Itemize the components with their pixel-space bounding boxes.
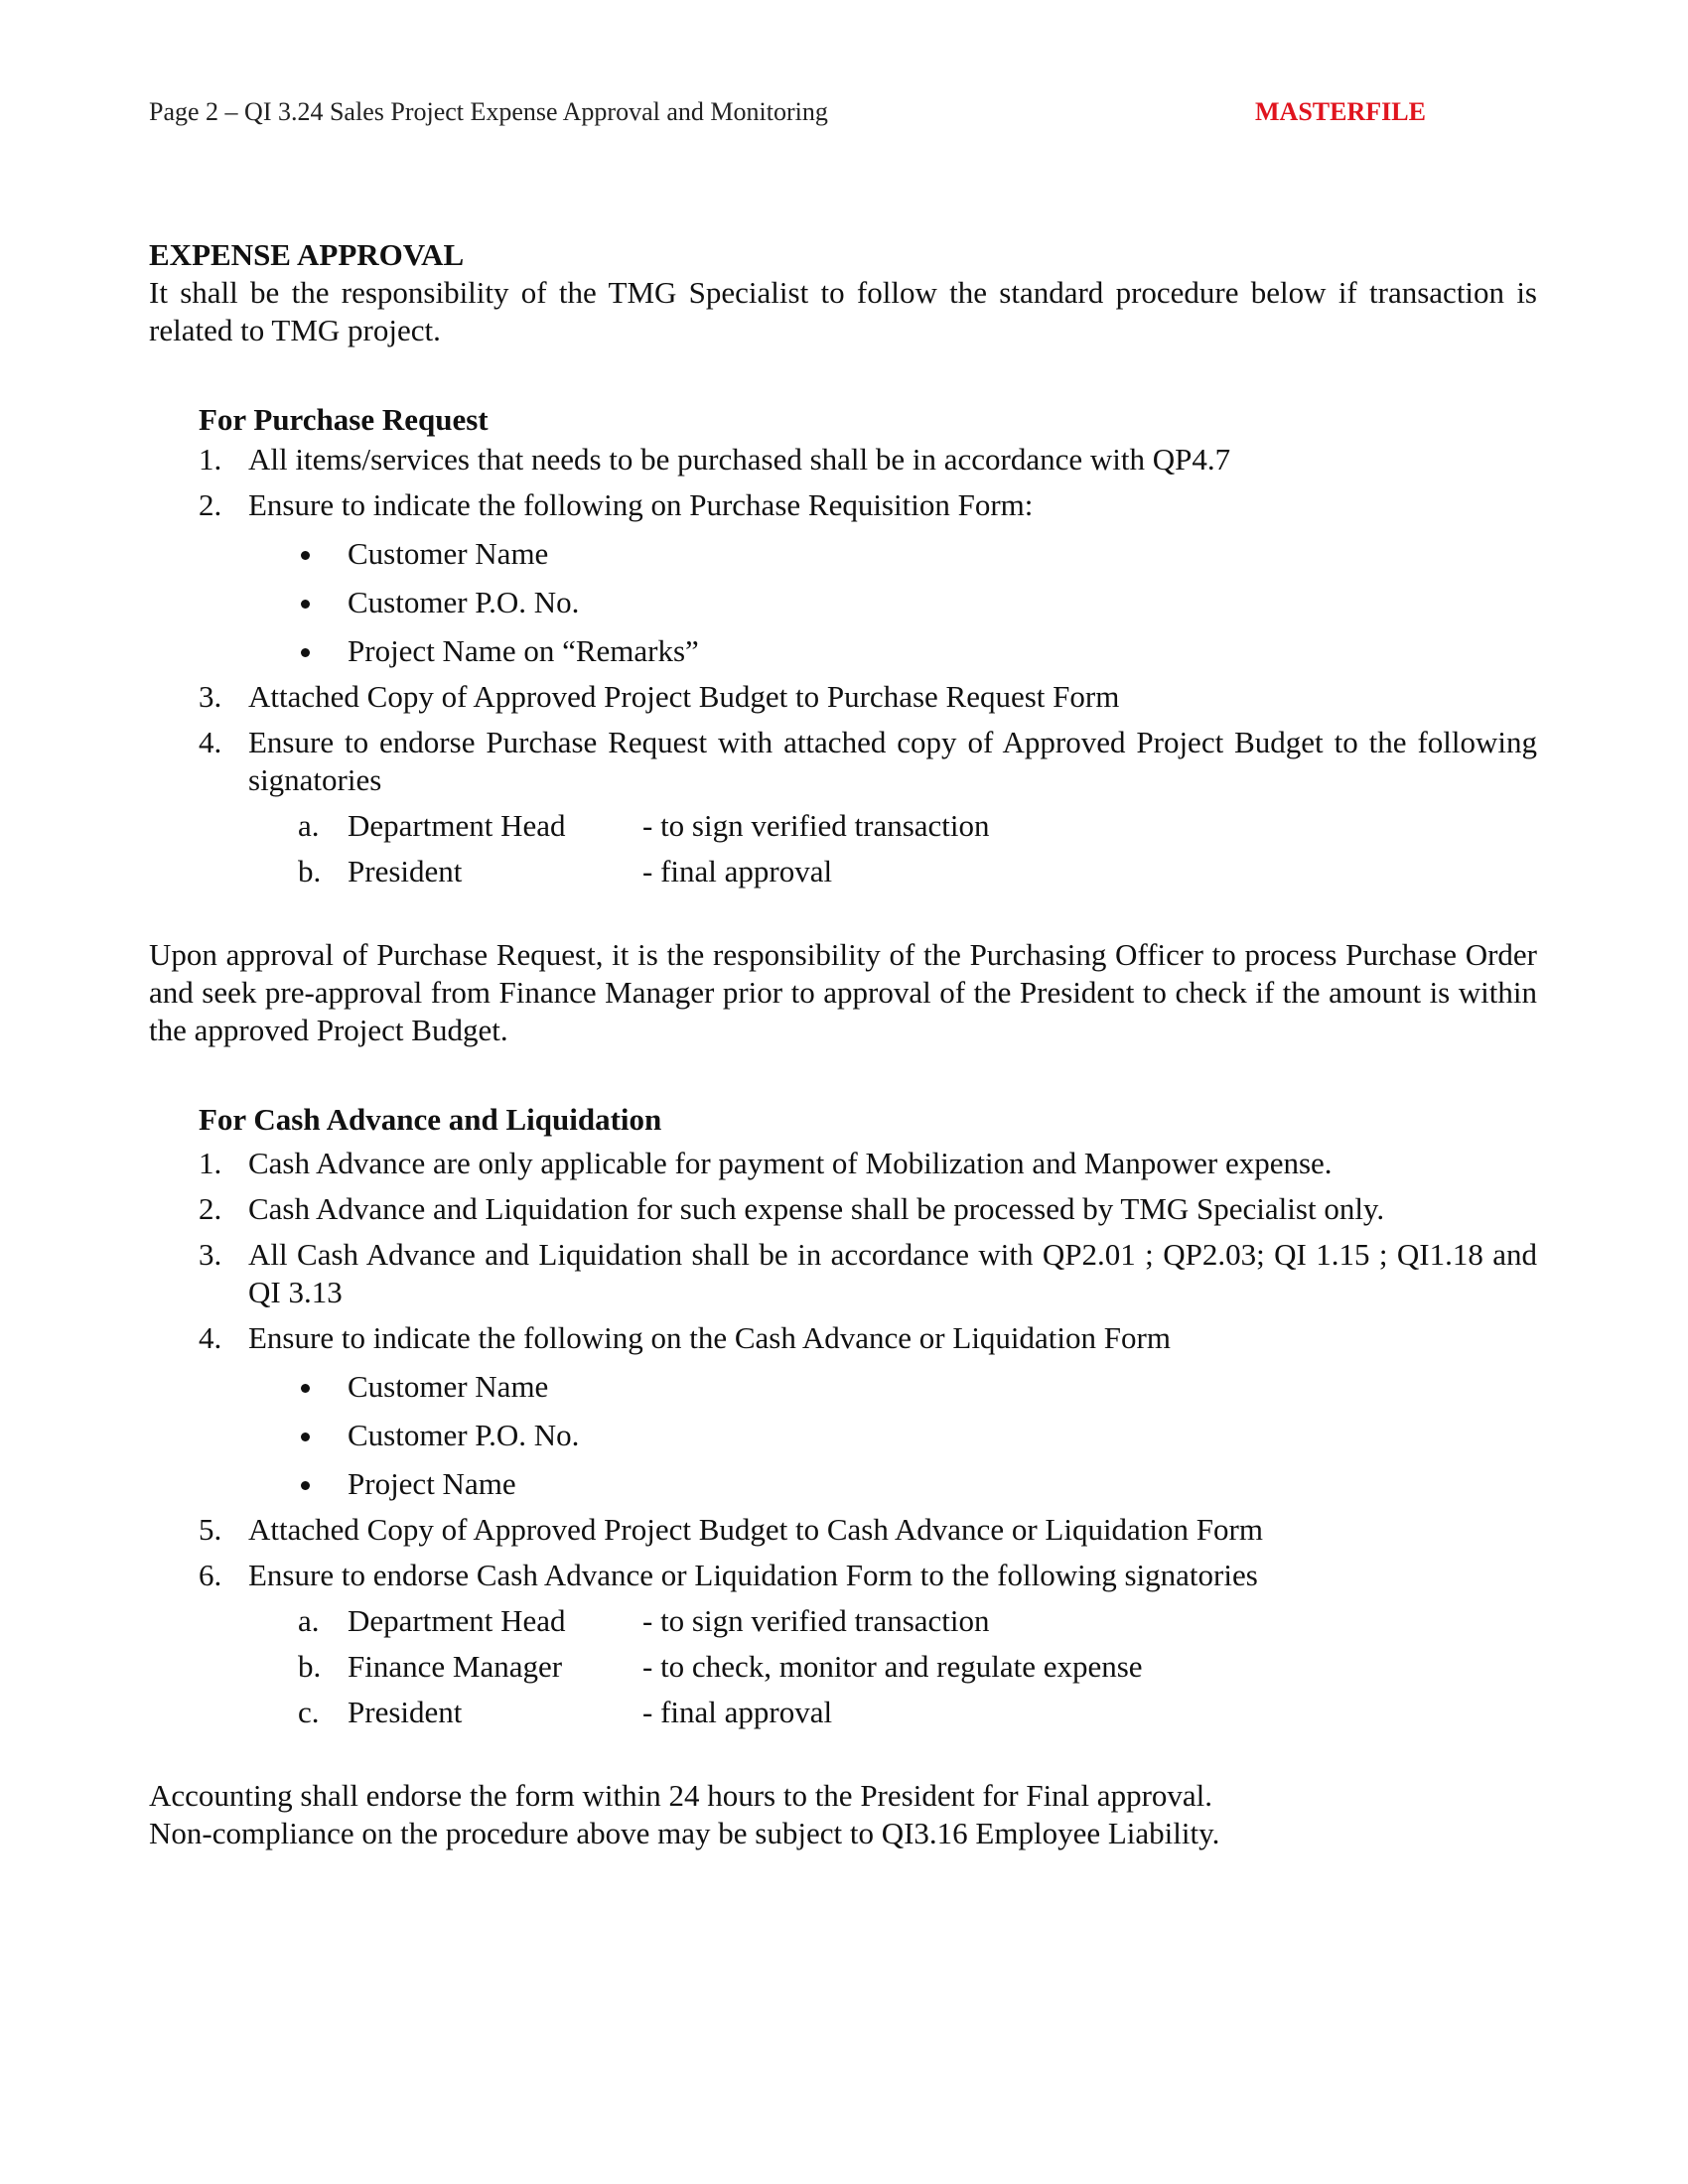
signatory-action: - to sign verified transaction (642, 1603, 990, 1638)
item-number: 3. (199, 679, 222, 714)
signatory-role: President (348, 854, 463, 888)
item-text: Attached Copy of Approved Project Budget to Purchase Request Form (248, 679, 1120, 714)
bullet-text: Customer P.O. No. (348, 1418, 580, 1452)
cash-item-3 (149, 1236, 1537, 1311)
purchase-item-3 (149, 678, 1537, 716)
cash-advance-heading: For Cash Advance and Liquidation (199, 1102, 662, 1137)
signatory-letter: b. (298, 1649, 322, 1684)
signatory-row (149, 1602, 1537, 1640)
signatory-role: Department Head (348, 808, 566, 843)
bullet-icon (301, 1384, 310, 1393)
approval-note: Upon approval of Purchase Request, it is the responsibility of the Purchasing Officer to process Purchase Order and seek pre-approval from Finance Manager prior to approval of the President to check if the amount is within the approved Project Budget. (149, 937, 1537, 1047)
signatory-row (149, 1648, 1537, 1686)
signatory-letter: c. (298, 1695, 320, 1729)
section-intro: It shall be the responsibility of the TMG Specialist to follow the standard procedure below if transaction is related to TMG project. (149, 275, 1537, 347)
bullet-text: Project Name on “Remarks” (348, 633, 699, 668)
item-number: 6. (199, 1558, 222, 1592)
list-item (149, 1417, 1537, 1454)
cash-item-1 (149, 1145, 1537, 1182)
cash-item-5 (149, 1511, 1537, 1549)
purchase-item-1 (149, 441, 1537, 478)
signatory-letter: a. (298, 808, 320, 843)
item-text: Ensure to endorse Cash Advance or Liquidation Form to the following signatories (248, 1558, 1258, 1592)
list-item (149, 632, 1537, 670)
item-text: Attached Copy of Approved Project Budget to Cash Advance or Liquidation Form (248, 1512, 1263, 1547)
cash-bullet-list (149, 1368, 1537, 1503)
item-number: 3. (199, 1237, 222, 1272)
header-page-title: Page 2 – QI 3.24 Sales Project Expense Approval and Monitoring (149, 97, 828, 126)
item-text: Ensure to indicate the following on Purchase Requisition Form: (248, 487, 1034, 522)
item-number: 4. (199, 725, 222, 759)
signatory-letter: a. (298, 1603, 320, 1638)
list-item (149, 584, 1537, 621)
item-text: Cash Advance and Liquidation for such expense shall be processed by TMG Specialist only. (248, 1191, 1385, 1226)
bullet-text: Customer Name (348, 536, 549, 571)
bullet-icon (301, 551, 310, 560)
signatory-letter: b. (298, 854, 322, 888)
signatory-role: Finance Manager (348, 1649, 563, 1684)
item-number: 2. (199, 1191, 222, 1226)
purchase-item-2 (149, 486, 1537, 524)
cash-item-2 (149, 1190, 1537, 1228)
list-item (149, 1465, 1537, 1503)
signatory-row (149, 807, 1537, 845)
signatory-row (149, 1694, 1537, 1731)
bullet-text: Customer P.O. No. (348, 585, 580, 619)
purchase-item-4 (149, 724, 1537, 799)
item-number: 2. (199, 487, 222, 522)
signatory-row (149, 853, 1537, 890)
closing-line-2: Non-compliance on the procedure above may be subject to QI3.16 Employee Liability. (149, 1816, 1220, 1850)
signatory-action: - final approval (642, 854, 833, 888)
signatory-role: Department Head (348, 1603, 566, 1638)
bullet-text: Project Name (348, 1466, 516, 1501)
bullet-icon (301, 600, 310, 609)
list-item (149, 535, 1537, 573)
bullet-text: Customer Name (348, 1369, 549, 1404)
signatory-action: - final approval (642, 1695, 833, 1729)
item-number: 1. (199, 442, 222, 477)
bullet-icon (301, 648, 310, 657)
page-header (149, 97, 1440, 137)
closing-line-1: Accounting shall endorse the form within 24 hours to the President for Final approval. (149, 1778, 1213, 1813)
cash-item-6 (149, 1557, 1537, 1594)
signatory-role: President (348, 1695, 463, 1729)
signatory-action: - to sign verified transaction (642, 808, 990, 843)
item-number: 4. (199, 1320, 222, 1355)
item-text: Ensure to indicate the following on the Cash Advance or Liquidation Form (248, 1320, 1171, 1355)
bullet-icon (301, 1433, 310, 1441)
signatory-action: - to check, monitor and regulate expense (642, 1649, 1143, 1684)
item-text: All items/services that needs to be purchased shall be in accordance with QP4.7 (248, 442, 1231, 477)
item-text: Cash Advance are only applicable for payment of Mobilization and Manpower expense. (248, 1146, 1333, 1180)
purchase-bullet-list (149, 535, 1537, 670)
cash-item-4 (149, 1319, 1537, 1357)
item-number: 5. (199, 1512, 222, 1547)
purchase-request-heading: For Purchase Request (199, 402, 489, 437)
bullet-icon (301, 1481, 310, 1490)
item-text: Ensure to endorse Purchase Request with attached copy of Approved Project Budget to the following signatories (248, 725, 1537, 797)
section-title: EXPENSE APPROVAL (149, 237, 465, 272)
item-number: 1. (199, 1146, 222, 1180)
list-item (149, 1368, 1537, 1406)
header-masterfile-label: MASTERFILE (1255, 97, 1426, 126)
item-text: All Cash Advance and Liquidation shall be in accordance with QP2.01 ; QP2.03; QI 1.15 ; QI1.18 and QI 3.13 (248, 1237, 1537, 1309)
document-body (149, 236, 1537, 1852)
